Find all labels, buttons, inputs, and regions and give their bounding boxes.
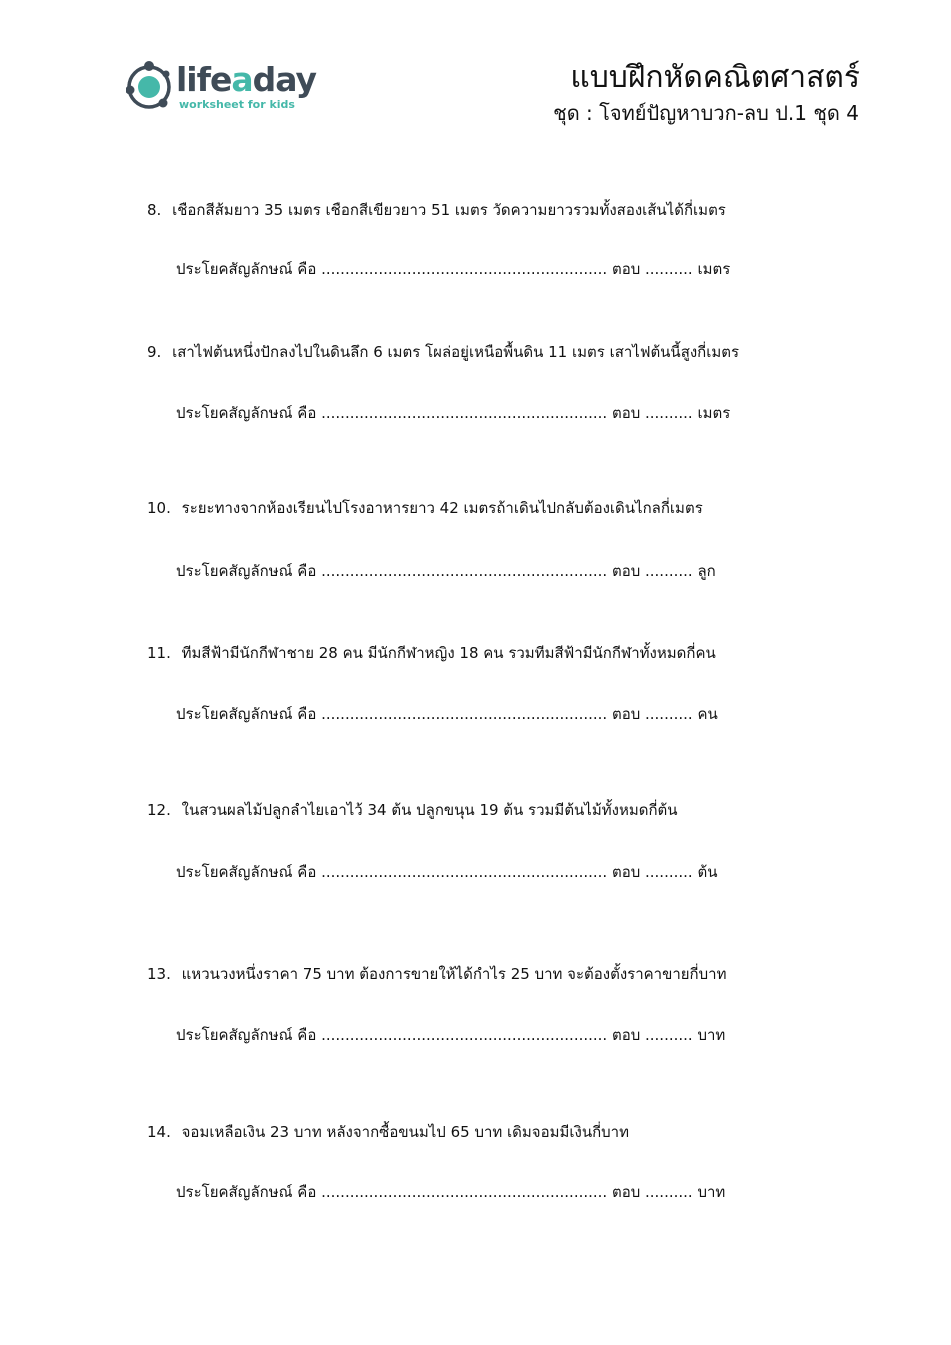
question-14: [147, 1121, 847, 1143]
question-number: 11.: [147, 644, 171, 662]
answer-line-13: ประโยคสัญลักษณ์ คือ ............................................................ ตอบ .......... บาท: [176, 1026, 726, 1044]
question-text: ในสวนผลไม้ปลูกลำไยเอาไว้ 34 ต้น ปลูกขนุน 19 ต้น รวมมีต้นไม้ทั้งหมดกี่ต้น: [181, 801, 678, 819]
question-text: จอมเหลือเงิน 23 บาท หลังจากซื้อขนมไป 65 บาท เดิมจอมมีเงินกี่บาท: [181, 1123, 629, 1141]
answer-line-9: ประโยคสัญลักษณ์ คือ ............................................................ ตอบ .......... เมตร: [176, 404, 731, 422]
question-9: [147, 341, 847, 363]
question-8: [147, 199, 847, 221]
lifeaday-logo: [126, 60, 326, 116]
answer-line-8: ประโยคสัญลักษณ์ คือ ............................................................ ตอบ .......... เมตร: [176, 260, 731, 278]
answer-line-11: ประโยคสัญลักษณ์ คือ ............................................................ ตอบ .......... คน: [176, 705, 718, 723]
question-text: เชือกสีส้มยาว 35 เมตร เชือกสีเขียวยาว 51 เมตร วัดความยาวรวมทั้งสองเส้นได้กี่เมตร: [172, 201, 726, 219]
question-text: ทีมสีฟ้ามีนักกีฬาชาย 28 คน มีนักกีฬาหญิง 18 คน รวมทีมสีฟ้ามีนักกีฬาทั้งหมดกี่คน: [181, 644, 716, 662]
question-13: [147, 963, 847, 985]
question-10: [147, 497, 847, 519]
molecule-logo-icon: [126, 60, 176, 110]
question-number: 9.: [147, 343, 162, 361]
question-text: ระยะทางจากห้องเรียนไปโรงอาหารยาว 42 เมตรถ้าเดินไปกลับต้องเดินไกลกี่เมตร: [181, 499, 703, 517]
question-number: 8.: [147, 201, 162, 219]
question-number: 13.: [147, 965, 171, 983]
answer-line-12: ประโยคสัญลักษณ์ คือ ............................................................ ตอบ .......... ต้น: [176, 863, 718, 881]
worksheet-title: แบบฝึกหัดคณิตศาสตร์: [570, 60, 860, 95]
question-text: แหวนวงหนึ่งราคา 75 บาท ต้องการขายให้ได้กำไร 25 บาท จะต้องตั้งราคาขายกี่บาท: [181, 965, 727, 983]
logo-wordmark: lifeaday: [176, 60, 317, 99]
question-11: [147, 642, 847, 664]
question-number: 12.: [147, 801, 171, 819]
question-number: 14.: [147, 1123, 171, 1141]
question-12: [147, 799, 847, 821]
answer-line-14: ประโยคสัญลักษณ์ คือ ............................................................ ตอบ .......... บาท: [176, 1183, 726, 1201]
question-number: 10.: [147, 499, 171, 517]
question-text: เสาไฟต้นหนึ่งปักลงไปในดินลึก 6 เมตร โผล่อยู่เหนือพื้นดิน 11 เมตร เสาไฟต้นนี้สูงกี่เมตร: [172, 343, 740, 361]
logo-tagline: worksheet for kids: [179, 98, 295, 111]
answer-line-10: ประโยคสัญลักษณ์ คือ ............................................................ ตอบ .......... ลูก: [176, 562, 716, 580]
worksheet-subtitle: ชุด : โจทย์ปัญหาบวก-ลบ ป.1 ชุด 4: [553, 101, 859, 125]
